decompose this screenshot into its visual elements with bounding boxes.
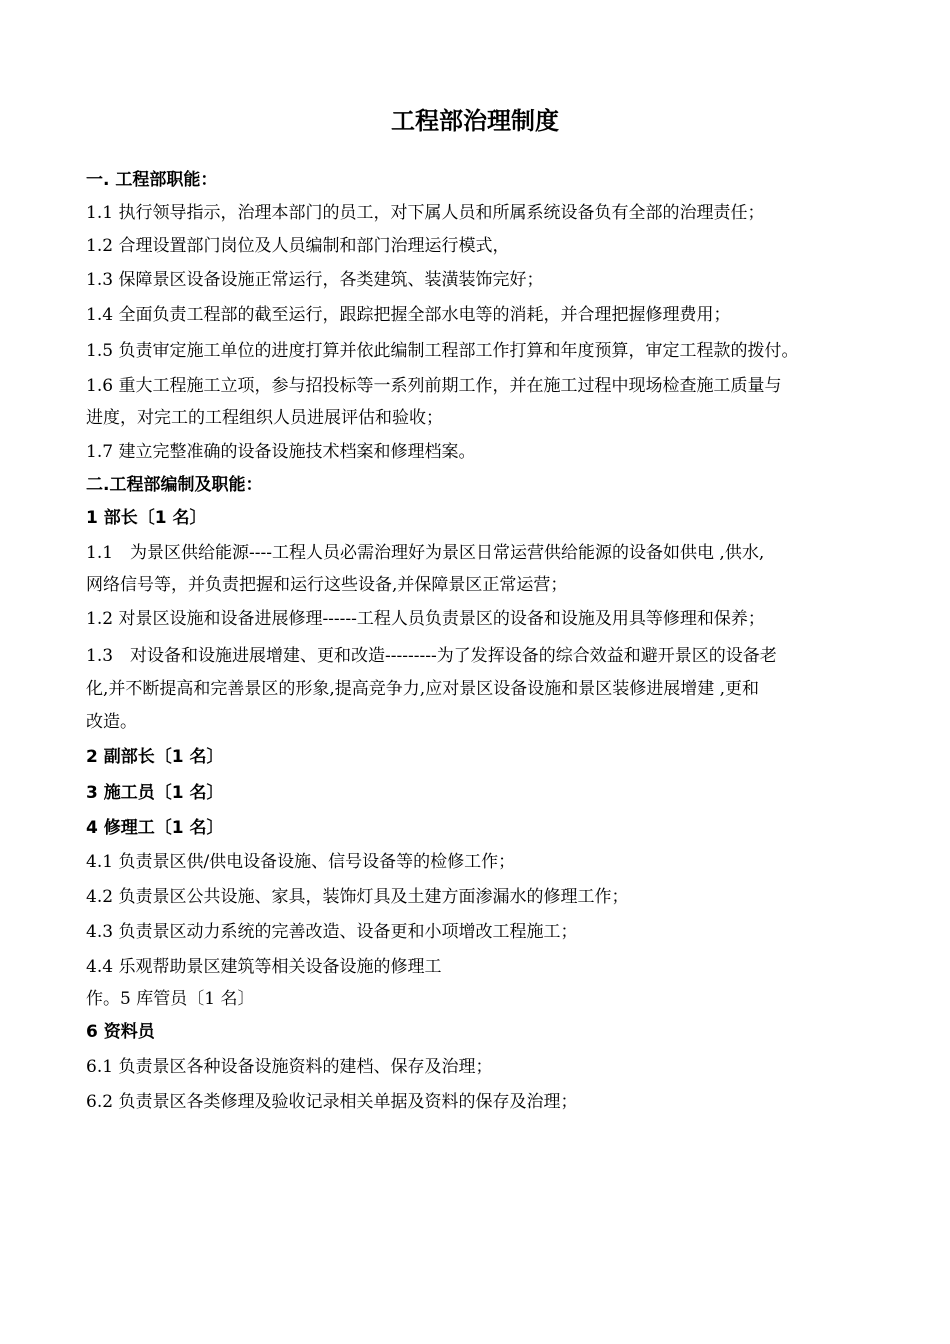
paragraph-line: 1.5 负责审定施工单位的进度打算并依此编制工程部工作打算和年度预算，审定工程款的拨付。	[86, 341, 799, 361]
document-title: 工程部治理制度	[391, 107, 559, 135]
role-heading-builder: 3 施工员〔1 名〕	[86, 783, 224, 803]
paragraph-line: 1.3 对设备和设施进展增建、更和改造---------为了发挥设备的综合效益和避开景区的设备老	[86, 646, 777, 666]
section-heading-staffing: 二.工程部编制及职能：	[86, 475, 263, 495]
paragraph-line: 进度，对完工的工程组织人员进展评估和验收；	[86, 408, 443, 428]
paragraph-line: 6.2 负责景区各类修理及验收记录相关单据及资料的保存及治理；	[86, 1092, 578, 1112]
paragraph-line: 1.3 保障景区设备设施正常运行，各类建筑、装潢装饰完好；	[86, 270, 544, 290]
paragraph-line: 4.3 负责景区动力系统的完善改造、设备更和小项增改工程施工；	[86, 922, 578, 942]
paragraph-line: 4.1 负责景区供/供电设备设施、信号设备等的检修工作；	[86, 852, 516, 872]
paragraph-line: 作。5 库管员〔1 名〕	[86, 989, 255, 1009]
paragraph-line: 1.2 对景区设施和设备进展修理------工程人员负责景区的设备和设施及用具等修理和保养；	[86, 609, 765, 629]
role-heading-archivist: 6 资料员	[86, 1022, 155, 1042]
paragraph-line: 4.2 负责景区公共设施、家具，装饰灯具及土建方面渗漏水的修理工作；	[86, 887, 629, 907]
paragraph-line: 4.4 乐观帮助景区建筑等相关设备设施的修理工	[86, 957, 442, 977]
paragraph-line: 6.1 负责景区各种设备设施资料的建档、保存及治理；	[86, 1057, 493, 1077]
section-heading-functions: 一. 工程部职能：	[86, 170, 218, 190]
paragraph-line: 1.6 重大工程施工立项，参与招投标等一系列前期工作，并在施工过程中现场检查施工质量与	[86, 376, 782, 396]
paragraph-line: 1.1 执行领导指示，治理本部门的员工，对下属人员和所属系统设备负有全部的治理责任；	[86, 203, 765, 223]
paragraph-line: 网络信号等，并负责把握和运行这些设备,并保障景区正常运营；	[86, 575, 568, 595]
paragraph-line: 化,并不断提高和完善景区的形象,提高竞争力,应对景区设备设施和景区装修进展增建 ,更和	[86, 679, 760, 699]
paragraph-line: 1.2 合理设置部门岗位及人员编制和部门治理运行模式，	[86, 236, 510, 256]
paragraph-line: 1.4 全面负责工程部的截至运行，跟踪把握全部水电等的消耗，并合理把握修理费用；	[86, 305, 731, 325]
paragraph-line: 1.1 为景区供给能源----工程人员必需治理好为景区日常运营供给能源的设备如供电 ,供水,	[86, 543, 765, 563]
paragraph-line: 1.7 建立完整准确的设备设施技术档案和修理档案。	[86, 442, 476, 462]
role-heading-director: 1 部长〔1 名〕	[86, 508, 207, 528]
role-heading-repairer: 4 修理工〔1 名〕	[86, 818, 224, 838]
paragraph-line: 改造。	[86, 712, 137, 732]
role-heading-deputy: 2 副部长〔1 名〕	[86, 747, 224, 767]
